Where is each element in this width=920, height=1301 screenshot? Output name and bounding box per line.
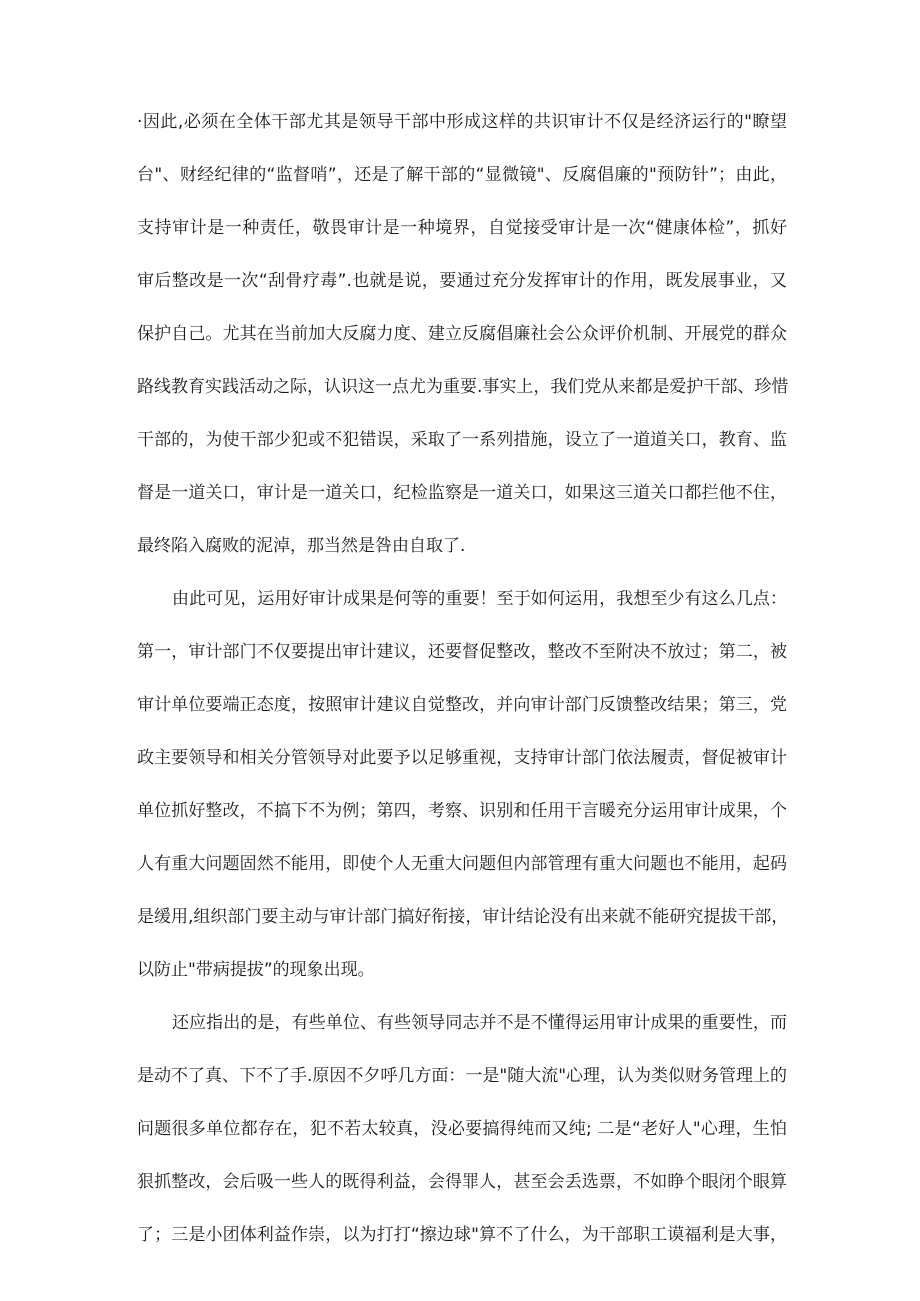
text-line: 人有重大问题固然不能用，即使个人无重大问题但内部管理有重大问题也不能用，起码 (137, 854, 787, 874)
text-line: 最终陷入腐败的泥淖，那当然是咎由自取了. (137, 536, 466, 556)
text-line: 审后整改是一次“刮骨疗毒”.也就是说，要通过充分发挥审计的作用，既发展事业，又 (137, 271, 787, 291)
text-line: 路线教育实践活动之际，认识这一点尤为重要.事实上，我们党从来都是爱护干部、珍惜 (137, 377, 789, 397)
text-line: 狠抓整改，会后吸一些人的既得利益，会得罪人，甚至会丢选票，不如睁个眼闭个眼算 (137, 1172, 787, 1192)
text-line: 干部的，为使干部少犯或不犯错误，采取了一系列措施，设立了一道道关口，教育、监 (137, 430, 787, 450)
text-line: 政主要领导和相关分管领导对此要予以足够重视，支持审计部门依法履责，督促被审计 (137, 748, 787, 768)
text-line: 督是一道关口，审计是一道关口，纪检监察是一道关口，如果这三道关口都拦他不住， (137, 483, 787, 503)
text-line: 了；三是小团体利益作崇，以为打打“擦边球"算不了什么，为干部职工谟福利是大事， (137, 1225, 787, 1245)
paragraph-first-line: 还应指出的是，有些单位、有些领导同志并不是不懂得运用审计成果的重要性，而 (172, 1013, 787, 1033)
text-line: ·因此,必须在全体干部尤其是领导干部中形成这样的共识审计不仅是经济运行的"瞭望 (137, 112, 787, 132)
text-line: 是动不了真、下不了手.原因不夕呼几方面：一是"随大流"心理，认为类似财务管理上的 (137, 1066, 788, 1086)
text-line: 单位抓好整改，不搞下不为例；第四，考察、识别和任用干言暖充分运用审计成果，个 (137, 801, 787, 821)
text-line: 第一，审计部门不仅要提出审计建议，还要督促整改，整改不至附决不放过；第二，被 (137, 642, 787, 662)
text-line: 是缓用,组织部门要主动与审计部门搞好衔接，审计结论没有出来就不能研究提拔干部， (137, 907, 789, 927)
text-line: 问题很多单位都存在，犯不若太较真，没必要搞得纯而又纯; 二是“老好人"心理，生怕 (137, 1119, 787, 1139)
text-line: 以防止"带病提拔”的现象出现。 (137, 960, 375, 980)
text-line: 支持审计是一种责任，敬畏审计是一种境界，自觉接受审计是一次“健康体检”，抓好 (137, 218, 787, 238)
paragraph-first-line: 由此可见，运用好审计成果是何等的重要！至于如何运用，我想至少有这么几点： (172, 589, 787, 609)
text-line: 台"、财经纪律的“监督哨”，还是了解干部的“显微镜"、反腐倡廉的"预防针”；由此， (137, 165, 787, 185)
text-line: 保护自己。尤其在当前加大反腐力度、建立反腐倡廉社会公众评价机制、开展党的群众 (137, 324, 787, 344)
text-line: 审计单位要端正态度，按照审计建议自觉整改，并向审计部门反馈整改结果；第三，党 (137, 695, 787, 715)
